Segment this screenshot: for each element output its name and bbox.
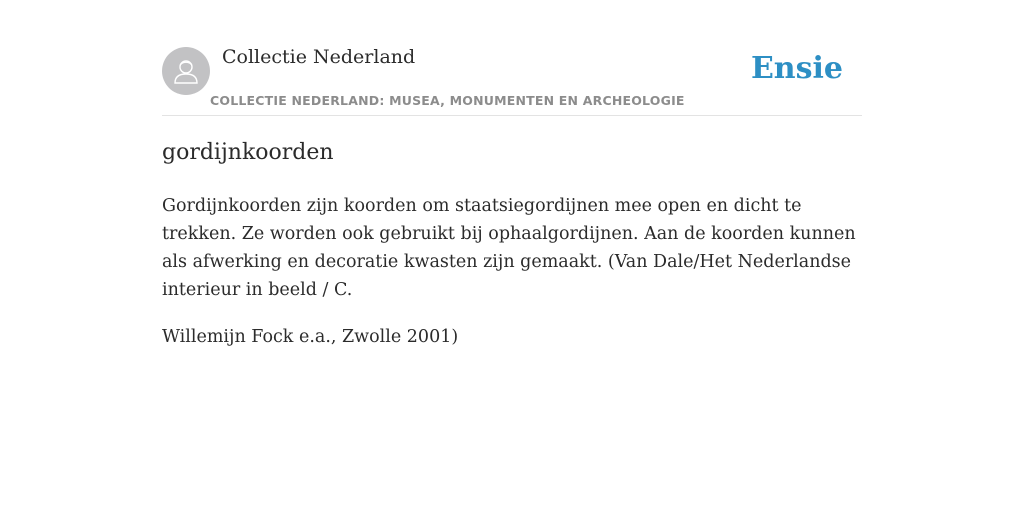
definition-card xyxy=(162,0,862,512)
author-subtitle[interactable]: COLLECTIE NEDERLAND: MUSEA, MONUMENTEN EN ARCHEOLOGIE xyxy=(210,93,685,108)
definition-paragraph: Gordijnkoorden zijn koorden om staatsiegordijnen mee open en dicht te trekken. Ze worden ook gebruikt bij ophaalgordijnen. Aan de koorden kunnen als afwerking en decoratie kwasten zijn gemaakt. (Van Dale/Het Nederlandse interieur in beeld / C. xyxy=(162,196,856,300)
ensie-logo[interactable]: Ensie xyxy=(750,51,843,86)
user-avatar-icon xyxy=(171,56,201,86)
card-header xyxy=(162,0,862,116)
term-title: gordijnkoorden xyxy=(162,140,334,165)
author-name[interactable]: Collectie Nederland xyxy=(222,46,416,68)
definition-source: Willemijn Fock e.a., Zwolle 2001) xyxy=(162,327,459,347)
author-avatar[interactable] xyxy=(162,47,210,95)
